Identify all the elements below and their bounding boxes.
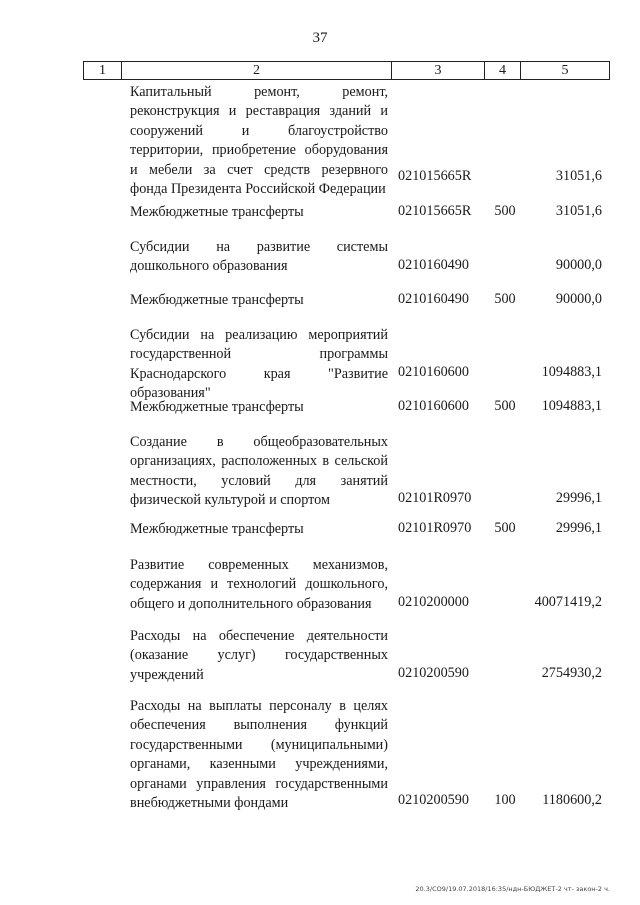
header-col-4: 4: [485, 62, 521, 79]
row-description: Расходы на обеспечение деятельности (оказание услуг) государственных учреждений: [130, 628, 388, 683]
page-number: 37: [312, 30, 328, 46]
row-code: 021015665R: [398, 168, 472, 184]
row-expense-type: 100: [494, 792, 516, 808]
row-code: 0210160490: [398, 291, 469, 307]
row-code: 0210200590: [398, 665, 469, 681]
header-col-5: 5: [561, 63, 569, 78]
row-description: Межбюджетные трансферты: [130, 204, 304, 220]
row-description: Субсидии на развитие системы дошкольного образования: [130, 239, 388, 275]
row-amount: 90000,0: [555, 257, 602, 273]
row-amount: 1094883,1: [541, 364, 602, 380]
document-footer: 20.3/СО9/19.07.2018/16:35/ндн-БЮДЖЕТ-2 чт- закон-2 ч.: [415, 885, 610, 893]
row-amount: 31051,6: [555, 203, 602, 219]
header-col-1: 1: [84, 62, 122, 79]
row-code: 021015665R: [398, 203, 472, 219]
row-amount: 2754930,2: [541, 665, 602, 681]
row-description: Развитие современных механизмов, содержания и технологий дошкольного, общего и дополнительного образования: [130, 557, 388, 612]
row-amount: 90000,0: [555, 291, 602, 307]
row-description: Субсидии на реализацию мероприятий государственной программы Краснодарского края "Развитие образования": [130, 327, 388, 402]
row-code: 0210200590: [398, 792, 469, 808]
row-description: Межбюджетные трансферты: [130, 521, 304, 537]
row-description: Капитальный ремонт, ремонт, реконструкция и реставрация зданий и сооружений и благоустройство территории, приобретение оборудования и мебели за счет средств резервного фонда Президента Российской Федерации: [130, 84, 388, 198]
table-header: [83, 61, 610, 80]
row-description: Создание в общеобразовательных организациях, расположенных в сельской местности, условий для занятий физической культурой и спортом: [130, 434, 388, 509]
row-description: Межбюджетные трансферты: [130, 292, 304, 308]
header-col-2: 2: [122, 62, 392, 79]
row-code: 0210160600: [398, 398, 469, 414]
row-code: 0210160600: [398, 364, 469, 380]
row-amount: 1180600,2: [542, 792, 602, 808]
row-code: 02101R0970: [398, 490, 472, 506]
header-col-3: 3: [392, 62, 485, 79]
row-amount: 40071419,2: [534, 594, 602, 610]
row-expense-type: 500: [494, 291, 516, 307]
row-amount: 29996,1: [555, 490, 602, 506]
row-description: Расходы на выплаты персоналу в целях обеспечения выполнения функций государственными (муниципальными) органами, казенными учреждениями, органами управления государственными внебюджетными фондами: [130, 698, 388, 812]
row-code: 0210200000: [398, 594, 469, 610]
row-code: 0210160490: [398, 257, 469, 273]
row-expense-type: 500: [494, 520, 516, 536]
row-amount: 1094883,1: [541, 398, 602, 414]
row-expense-type: 500: [494, 398, 516, 414]
row-description: Межбюджетные трансферты: [130, 399, 304, 415]
row-code: 02101R0970: [398, 520, 472, 536]
row-amount: 31051,6: [555, 168, 602, 184]
row-amount: 29996,1: [555, 520, 602, 536]
row-expense-type: 500: [494, 203, 516, 219]
